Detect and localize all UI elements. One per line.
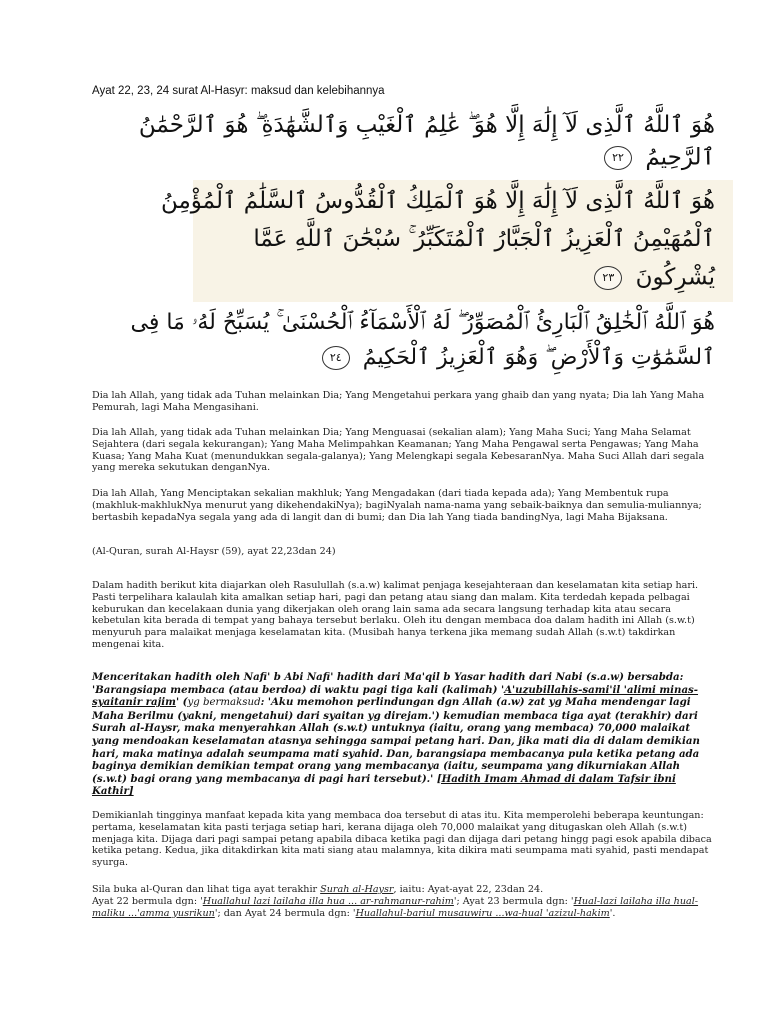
arabic-text: ٱلرَّحِيمُ — [645, 144, 715, 171]
translation-verse-22: Dia lah Allah, yang tidak ada Tuhan melainkan Dia; Yang Mengetahui perkara yang ghaib dan yang nyata; Dia lah Yang Maha Pemurah, lagi Maha Mengasihani. — [92, 390, 705, 413]
reference-text: '; Ayat 23 bermula dgn: ' — [453, 895, 574, 907]
verse-reference-paragraph — [92, 884, 714, 919]
verse-24-image — [130, 304, 733, 376]
hadith-text: ' ( — [175, 696, 188, 709]
benefits-paragraph: Demikianlah tingginya manfaat kepada kita yang membaca doa tersebut di atas itu. Kita memperolehi beberapa keuntungan: pertama, keselamatan kita pasti terjaga setiap hari, kerana dijaga oleh 70,000 malaikat yang ditugaskan oleh Allah (s.w.t) menjaga kita. Dijaga dari pagi sampai petang apabila dibaca ketika pagi dan dijaga dari petang hingg pagi esok apabila dibaca ketika petang. Kedua, jika ditakdirkan kita mati siang atau malamnya, kita dikira mati seumpama mati syahid, pasti mendapat syurga. — [92, 810, 712, 869]
ayah-number-marker: ٢٤ — [322, 346, 350, 370]
verse-22-opening: Huallahul lazi lailaha illa hua ... ar-rahmanur-rahim — [202, 895, 454, 907]
quran-source-citation: (Al-Quran, surah Al-Haysr (59), ayat 22,23dan 24) — [92, 546, 336, 557]
verse-23-image — [160, 180, 733, 302]
page-title: Ayat 22, 23, 24 surat Al-Hasyr: maksud dan kelebihannya — [92, 85, 385, 97]
reference-text: '. — [609, 907, 616, 919]
arabic-text: هُوَ ٱللَّهُ ٱلَّذِى لَآ إِلَٰهَ إِلَّا هُوَ ٱلْمَلِكُ ٱلْقُدُّوسُ ٱلسَّلَٰمُ ٱلْمُؤْمِنُ — [160, 188, 715, 214]
verse-22-image — [138, 108, 733, 178]
reference-text: Sila buka al-Quran dan lihat tiga ayat terakhir — [92, 884, 321, 895]
intro-paragraph: Dalam hadith berikut kita diajarkan oleh Rasulullah (s.a.w) kalimat penjaga kesejahteraan dan keselamatan kita setiap hari. Pasti terpelihara kalaulah kita amalkan setiap hari, pagi dan petang atau siang dan malam. Kita terdedah kepada pelbagai keburukan dan kecelakaan dunia yang dikerjakan oleh orang lain sama ada secara langsung terhadap kita atau secara kebetulan kita berada di tempat yang bahaya tersebut berlaku. Oleh itu dengan membaca doa dalam hadith ini Allah (s.w.t) menyuruh para malaikat menjaga keselamatan kita. (Musibah hanya terkena jika memang sudah Allah (s.w.t) takdirkan mengenai kita. — [92, 580, 699, 650]
arabic-text — [594, 266, 715, 290]
translation-verse-24: Dia lah Allah, Yang Menciptakan sekalian makhluk; Yang Mengadakan (dari tiada kepada ada); Yang Membentuk rupa (makhluk-makhlukNya menurut yang dikehendakiNya); bagiNyalah nama-nama yang sebaik-baiknya dan semulia-muliannya; bertasbih kepadaNya segala yang ada di langit dan di bumi; dan Dia lah Yang tiada bandingNya, lagi Maha Bijaksana. — [92, 488, 702, 523]
hadith-text: Menceritakan hadith oleh Nafi' b Abi Nafi' hadith dari Ma'qil b Yasar hadith dari Nabi (s.a.w) bersabda: 'Barangsiapa membaca (atau berdoa) di waktu pagi tiga kali (kalimah) ' — [92, 671, 684, 696]
arabic-text: هُوَ ٱللَّهُ ٱلَّذِى لَآ إِلَٰهَ إِلَّا هُوَ ۖ عَٰلِمُ ٱلْغَيْبِ وَٱلشَّهَٰدَةِ ۖ هُوَ ٱلرَّحْمَٰنُ — [138, 112, 715, 138]
arabic-text — [604, 146, 715, 170]
hadith-source: [Hadith Imam Ahmad di dalam Tafsir ibni Kathir] — [92, 772, 676, 798]
reference-text: '; dan Ayat 24 bermula dgn: ' — [214, 907, 356, 919]
verse-24-opening: Huallahul-bariul musauwiru ...wa-hual 'azizul-hakim — [355, 907, 610, 919]
arabic-text: يُشْرِكُونَ — [635, 264, 715, 291]
ayah-number-marker: ٢٣ — [594, 266, 622, 290]
meaning-label: yg bermaksud — [187, 697, 261, 709]
arabic-text: ٱلسَّمَٰوَٰتِ وَٱلْأَرْضِ ۖ وَهُوَ ٱلْعَزِيزُ ٱلْحَكِيمُ — [362, 345, 715, 370]
hadith-paragraph — [92, 671, 714, 798]
arabic-text — [322, 346, 715, 370]
reference-text: , iaitu: Ayat-ayat 22, 23dan 24. — [393, 884, 544, 895]
surah-name: Surah al-Haysr — [320, 884, 394, 895]
taawudh-text: A'uzubillahis-sami'il 'alimi minas-syaitanir rajim — [92, 683, 699, 709]
arabic-text: هُوَ ٱللَّهُ ٱلْخَٰلِقُ ٱلْبَارِئُ ٱلْمُصَوِّرُ ۖ لَهُ ٱلْأَسْمَآءُ ٱلْحُسْنَىٰ ۚ يُسَبِّحُ لَهُۥ مَا فِى — [130, 310, 715, 335]
ayah-number-marker: ٢٢ — [604, 146, 632, 170]
hadith-text: : 'Aku memohon perlindungan dgn Allah (a.w) zat yg Maha mendengar lagi Maha Berilmu (yakni, mengetahui) dari syaitan yg direjam.') kemudian membaca tiga ayat (terakhir) dari Surah al-Haysr, maka menyerahkan Allah (s.w.t) untuknya (iaitu, orang yang membaca) 70,000 malaikat yang mendoakan keselamatan atasnya sehingga sampai petang hari. Dan, jika mati dia di dalam demikian hari, maka matinya adalah seumpama mati syahid. Dan, barangsiapa membacanya pula ketika petang ada baginya demikian demikian tempat orang yang membacanya (iaitu, seumpama yang dikurniakan Allah (s.w.t) bagi orang yang membacanya di pagi hari tersebut).' — [92, 696, 700, 785]
translation-verse-23: Dia lah Allah, yang tidak ada Tuhan melainkan Dia; Yang Menguasai (sekalian alam); Yang Maha Suci; Yang Maha Selamat Sejahtera (dari segala kekurangan); Yang Maha Melimpahkan Keamanan; Yang Maha Pengawal serta Pengawas; Yang Maha Kuasa; Yang Maha Kuat (menundukkan segala-galanya); Yang Melengkapi segala KebesaranNya. Maha Suci Allah dari segala yang mereka sekutukan denganNya. — [92, 427, 705, 474]
verse-23-opening: Hual-lazi lailaha illa hual-maliku ...'amma yusrikun — [92, 895, 699, 919]
reference-text: Ayat 22 bermula dgn: ' — [92, 895, 203, 907]
arabic-text: ٱلْمُهَيْمِنُ ٱلْعَزِيزُ ٱلْجَبَّارُ ٱلْمُتَكَبِّرُ ۚ سُبْحَٰنَ ٱللَّهِ عَمَّا — [253, 226, 715, 252]
